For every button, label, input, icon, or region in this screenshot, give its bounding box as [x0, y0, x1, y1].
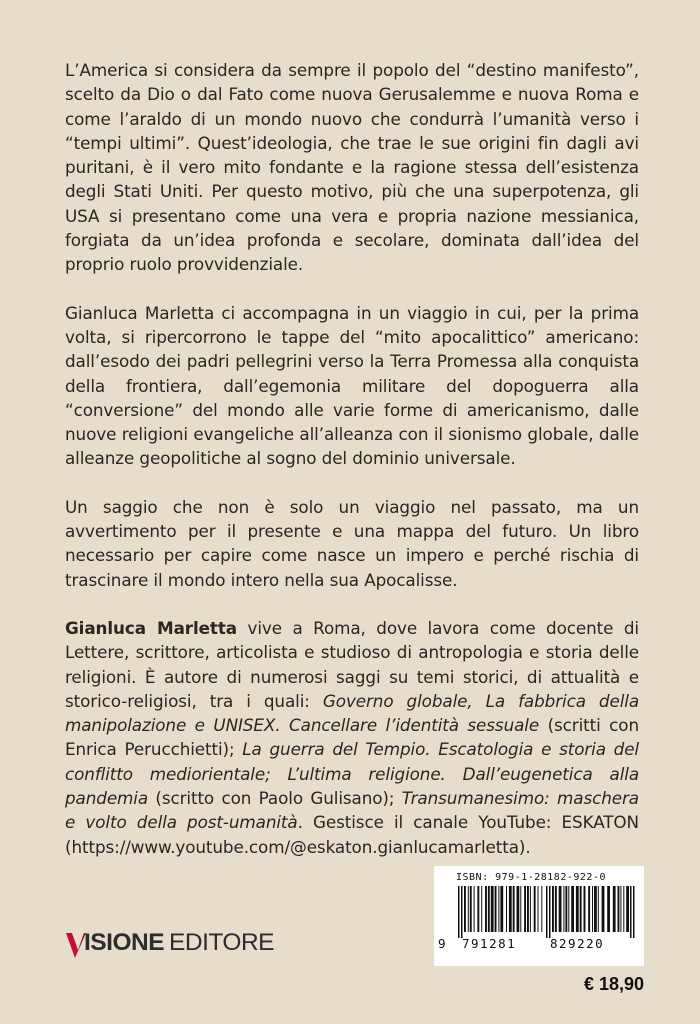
barcode-bar: [488, 886, 490, 932]
barcode-bar: [509, 886, 512, 932]
barcode-bar: [594, 886, 597, 932]
barcode-bar: [588, 886, 590, 932]
barcode-bar: [598, 886, 599, 932]
barcode-bar: [474, 886, 475, 932]
barcode-bar: [602, 886, 605, 932]
barcode-bar: [633, 886, 635, 938]
barcode-bar: [620, 886, 621, 932]
barcode-bar: [559, 886, 562, 932]
barcode-bar: [563, 886, 564, 932]
ean-group-1: 791281: [462, 936, 517, 951]
ean-first-digit: 9: [438, 936, 448, 951]
barcode-bar: [461, 886, 463, 938]
barcode-bar: [481, 886, 482, 932]
barcode-bar: [485, 886, 487, 932]
barcode-bar: [571, 886, 574, 932]
publisher-name: ISIONE EDITORE: [84, 929, 275, 956]
barcode-bar: [607, 886, 610, 932]
barcode-bar: [568, 886, 569, 932]
bio-books-1: Governo globale, La fabbrica della manipolazione e UNISEX. Cancellare l’identità sessuale: [65, 690, 640, 736]
barcode-bar: [549, 886, 551, 938]
barcode-bar: [630, 886, 632, 938]
barcode-bar: [513, 886, 515, 932]
barcode-bar: [584, 886, 586, 932]
price-label: € 18,90: [583, 974, 644, 994]
barcode-bar: [520, 886, 521, 932]
bio-text-1: vive a Roma, dove lavora come docente di Lettere, scrittore, articolista e studioso di antropologia e storia delle religioni. È autore di numerosi saggi su temi storici, di attualità e storico-religiosi, tra i quali:: [65, 617, 639, 711]
barcode-bar: [458, 886, 460, 938]
barcode-bar: [576, 886, 579, 932]
publisher-logo: [66, 926, 274, 960]
barcode-bar: [592, 886, 593, 932]
isbn-label: ISBN: 979-1-28182-922-0: [456, 872, 606, 883]
barcode-bar: [468, 886, 469, 932]
synopsis-paragraph-3: Un saggio che non è solo un viaggio nel passato, ma un avvertimento per il presente e una mappa del futuro. Un libro necessario per capire come nasce un impero e perché rischia di trascinare il mondo intero nella sua Apocalisse.: [65, 496, 639, 590]
barcode-bar: [623, 886, 624, 932]
barcode-bars: [446, 886, 636, 938]
barcode-bar: [527, 886, 529, 932]
barcode-area: [434, 866, 644, 966]
barcode-bar: [618, 886, 620, 932]
bio-text-4: . Gestisce il canale YouTube: ESKATON (https://www.youtube.com/@eskaton.gianlucamarletta).: [65, 812, 639, 857]
barcode-bar: [546, 886, 548, 938]
back-cover-text: [65, 58, 639, 859]
barcode-bar: [517, 886, 520, 932]
barcode-bar: [506, 886, 507, 932]
barcode-bar: [498, 886, 499, 932]
synopsis-paragraph-1: L’America si considera da sempre il popolo del “destino manifesto”, scelto da Dio o dal Fato come nuova Gerusalemme e nuova Roma e come l’araldo di un mondo nuovo che condurrà l’umanità verso i “tempi ultimi”. Quest’ideologia, che trae le sue origini fin dagli avi puritani, è il vero mito fondante e la ragione stessa dell’esistenza degli Stati Uniti. Per questo motivo, più che una superpotenza, gli USA si presentano come una vera e propria nazione messianica, forgiata da un’idea profonda e secolare, dominata dall’idea del proprio ruolo provvidenziale.: [65, 60, 639, 275]
barcode-bar: [541, 886, 542, 932]
barcode-bar: [530, 886, 531, 932]
barcode-bar: [495, 886, 497, 932]
barcode-bar: [491, 886, 494, 932]
bio-books-3: Transumanesimo: maschera e volto della post-umanità: [65, 788, 639, 833]
barcode-bar: [555, 886, 557, 932]
barcode-bar: [552, 886, 554, 932]
barcode-bar: [477, 886, 479, 932]
barcode-bar: [538, 886, 539, 932]
barcode-bar: [626, 886, 629, 932]
barcode-bar: [464, 886, 466, 932]
author-bio: [65, 616, 639, 859]
barcode-bar: [470, 886, 472, 932]
ean-group-2: 829220: [550, 936, 605, 951]
barcode-bar: [524, 886, 526, 932]
barcode-bar: [534, 886, 536, 932]
bio-text-2: (scritti con Enrica Perucchietti);: [65, 715, 639, 760]
barcode-bar: [500, 886, 503, 932]
bio-books-2: La guerra del Tempio. Escatologia e storia del conflitto mediorientale; L’ultima religione. Dall’eugenetica alla pandemia: [65, 739, 639, 809]
publisher-v-mark-icon: [66, 926, 86, 960]
bio-text-3: (scritto con Paolo Gulisano);: [148, 788, 402, 809]
synopsis-paragraph-2: Gianluca Marletta ci accompagna in un viaggio in cui, per la prima volta, si ripercorrono le tappe del “mito apocalittico” americano: dall’esodo dei padri pellegrini verso la Terra Promessa alla conquista della frontiera, dall’egemonia militare del dopoguerra alla “conversione” del mondo alle varie forme di americanismo, dalle nuove religioni evangeliche all’alleanza con il sionismo globale, dalle alleanze geopolitiche al sogno del dominio universale.: [65, 302, 639, 469]
barcode-bar: [613, 886, 616, 932]
author-name: Gianluca Marletta: [65, 617, 237, 638]
barcode-bar: [565, 886, 567, 932]
barcode-bar: [580, 886, 582, 932]
